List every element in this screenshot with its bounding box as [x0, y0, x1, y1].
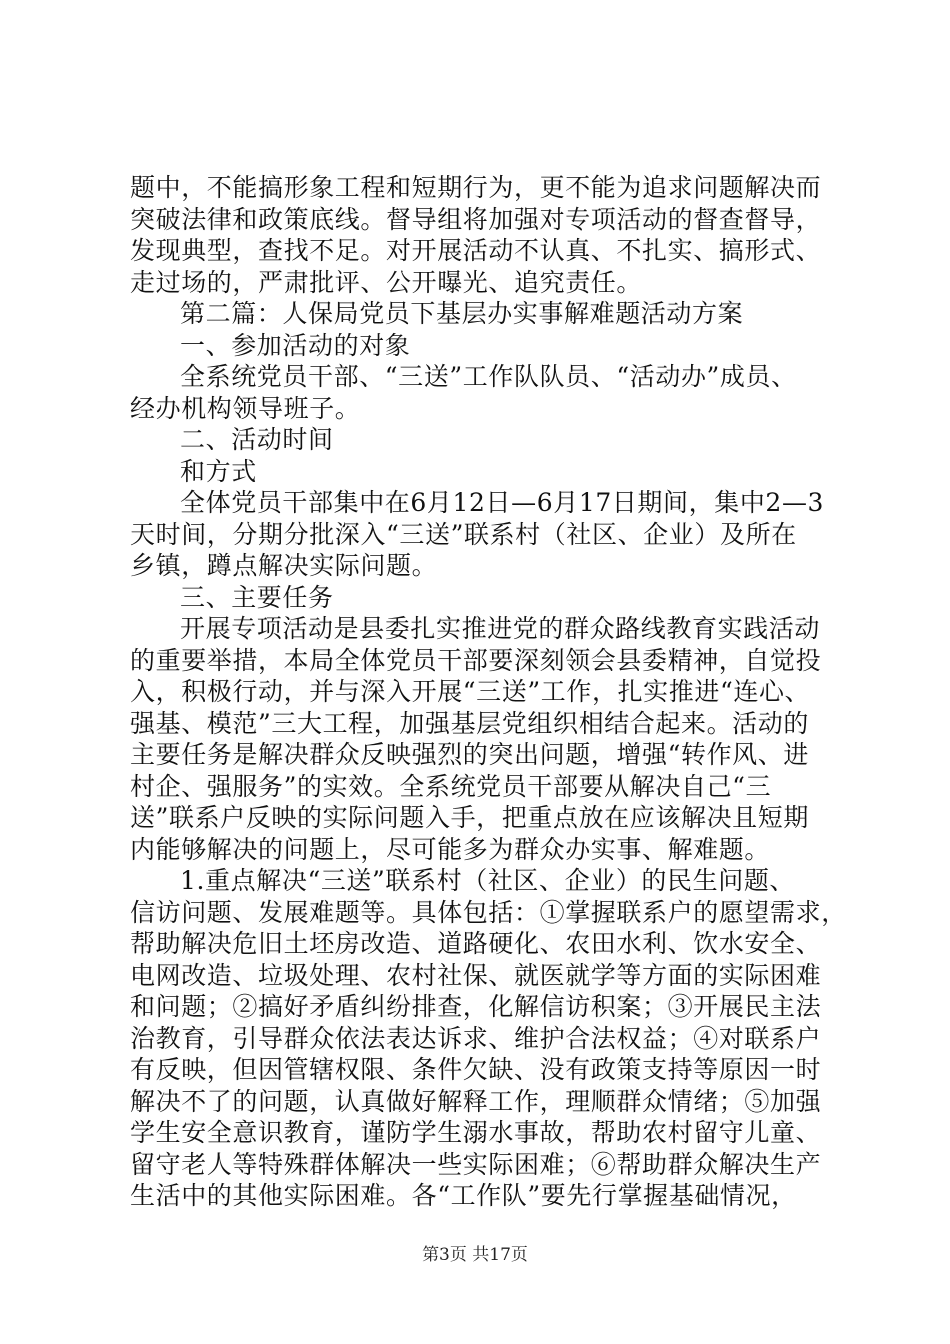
text-line: 治教育，引导群众依法表达诉求、维护合法权益；④对联系户 — [130, 1023, 822, 1053]
page-number-footer: 第3页 共17页 — [422, 1245, 528, 1265]
subsection-heading: 三、主要任务 — [180, 582, 334, 612]
text-line: 学生安全意识教育，谨防学生溺水事故，帮助农村留守儿童、 — [130, 1118, 822, 1147]
text-line: 发现典型，查找不足。对开展活动不认真、不扎实、搞形式、 — [130, 236, 822, 265]
text-line: 入，积极行动，并与深入开展“三送”工作，扎实推进“连心、 — [130, 677, 811, 706]
text-line: 的重要举措，本局全体党员干部要深刻领会县委精神，自觉投 — [130, 645, 822, 675]
text-line: 和问题；②搞好矛盾纠纷排查，化解信访积案；③开展民主法 — [130, 992, 822, 1021]
text-line: 走过场的，严肃批评、公开曝光、追究责任。 — [130, 267, 643, 297]
text-line: 乡镇，蹲点解决实际问题。 — [130, 551, 438, 580]
section-heading: 第二篇：人保局党员下基层办实事解难题活动方案 — [180, 299, 744, 328]
text-line: 信访问题、发展难题等。具体包括：①掌握联系户的愿望需求， — [130, 897, 847, 927]
text-line: 强基、模范”三大工程，加强基层党组织相结合起来。活动的 — [130, 708, 809, 738]
text-line: 开展专项活动是县委扎实推进党的群众路线教育实践活动 — [180, 614, 821, 643]
text-line: 电网改造、垃圾处理、农村社保、就医就学等方面的实际困难 — [130, 960, 822, 990]
text-line: 全系统党员干部、“三送”工作队队员、“活动办”成员、 — [180, 362, 797, 391]
text-line: 和方式 — [180, 456, 257, 486]
text-line: 解决不了的问题，认真做好解释工作，理顺群众情绪；⑤加强 — [130, 1086, 822, 1116]
subsection-heading: 二、活动时间 — [180, 425, 334, 454]
subsection-heading: 一、参加活动的对象 — [180, 330, 411, 360]
text-line: 村企、强服务”的实效。全系统党员干部要从解决自己“三 — [130, 771, 772, 801]
text-line: 全体党员干部集中在6月12日—6月17日期间，集中2—3 — [180, 488, 825, 517]
text-line: 天时间，分期分批深入“三送”联系村（社区、企业）及所在 — [130, 519, 797, 549]
text-line: 经办机构领导班子。 — [130, 393, 361, 423]
text-line: 主要任务是解决群众反映强烈的突出问题，增强“转作风、进 — [130, 740, 809, 769]
text-line: 内能够解决的问题上，尽可能多为群众办实事、解难题。 — [130, 834, 771, 864]
document-body — [130, 172, 847, 1212]
text-line: 有反映，但因管辖权限、条件欠缺、没有政策支持等原因一时 — [130, 1055, 822, 1084]
text-line: 留守老人等特殊群体解决一些实际困难；⑥帮助群众解决生产 — [130, 1149, 822, 1179]
text-line: 题中，不能搞形象工程和短期行为，更不能为追求问题解决而 — [130, 173, 822, 202]
text-line: 帮助解决危旧土坯房改造、道路硬化、农田水利、饮水安全、 — [130, 929, 822, 958]
text-line: 突破法律和政策底线。督导组将加强对专项活动的督查督导， — [130, 204, 822, 234]
text-line: 生活中的其他实际困难。各“工作队”要先行掌握基础情况， — [130, 1181, 797, 1210]
text-line: 送”联系户反映的实际问题入手，把重点放在应该解决且短期 — [130, 803, 809, 832]
text-line: 1.重点解决“三送”联系村（社区、企业）的民生问题、 — [180, 866, 796, 895]
